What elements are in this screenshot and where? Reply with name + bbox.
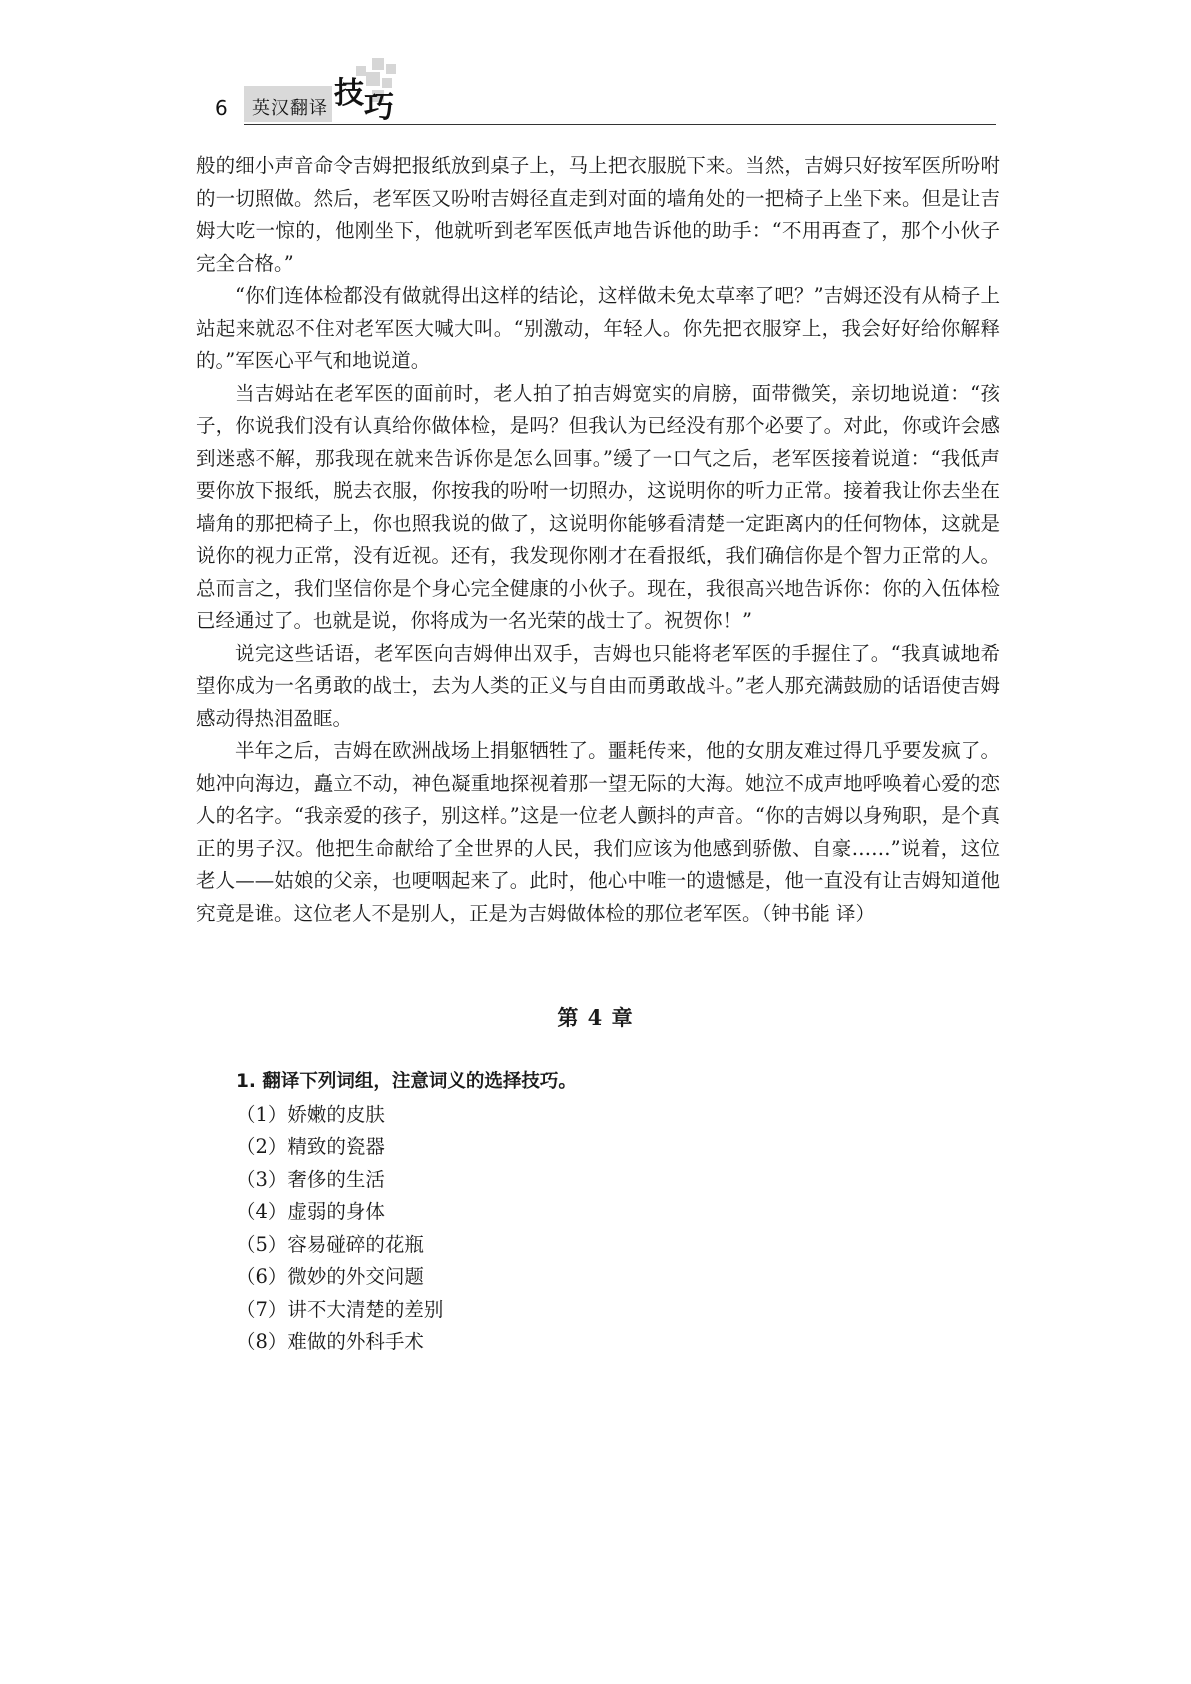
header-decoration-square [386,64,396,74]
header-decoration-square [356,66,366,76]
exercise-item: （1）娇嫩的皮肤 [236,1102,385,1126]
exercise-item: （3）奢侈的生活 [236,1167,385,1191]
paragraph: 半年之后，吉姆在欧洲战场上捐躯牺牲了。噩耗传来，他的女朋友难过得几乎要发疯了。她冲向海边，矗立不动，神色凝重地探视着那一望无际的大海。她泣不成声地呼唤着心爱的恋人的名字。“我亲爱的孩子，别这样。”这是一位老人颤抖的声音。“你的吉姆以身殉职，是个真正的男子汉。他把生命献给了全世界的人民，我们应该为他感到骄傲、自豪……”说着，这位老人——姑娘的父亲，也哽咽起来了。此时，他心中唯一的遗憾是，他一直没有让吉姆知道他究竟是谁。这位老人不是别人，正是为吉姆做体检的那位老军医。（钟书能 译） [196,739,1000,925]
paragraph-continued: 般的细小声音命令吉姆把报纸放到桌子上，马上把衣服脱下来。当然，吉姆只好按军医所吩咐的一切照做。然后，老军医又吩咐吉姆径直走到对面的墙角处的一把椅子上坐下来。但是让吉姆大吃一惊的，他刚坐下，他就听到老军医低声地告诉他的助手：“不用再查了，那个小伙子完全合格。” [196,154,1000,275]
book-title-char-2: 巧 [364,90,394,125]
paragraph: “你们连体检都没有做就得出这样的结论，这样做未免太草率了吧？”吉姆还没有从椅子上站起来就忍不住对老军医大喊大叫。“别激动，年轻人。你先把衣服穿上，我会好好给你解释的。”军医心平气和地说道。 [196,284,1000,372]
paragraph: 当吉姆站在老军医的面前时，老人拍了拍吉姆宽实的肩膀，面带微笑，亲切地说道：“孩子，你说我们没有认真给你做体检，是吗？但我认为已经没有那个必要了。对此，你或许会感到迷惑不解，那我现在就来告诉你是怎么回事。”缓了一口气之后，老军医接着说道：“我低声要你放下报纸，脱去衣服，你按我的吩咐一切照办，这说明你的听力正常。接着我让你去坐在墙角的那把椅子上，你也照我说的做了，这说明你能够看清楚一定距离内的任何物体，这就是说你的视力正常，没有近视。还有，我发现你刚才在看报纸，我们确信你是个智力正常的人。总而言之，我们坚信你是个身心完全健康的小伙子。现在，我很高兴地告诉你：你的入伍体检已经通过了。也就是说，你将成为一名光荣的战士了。祝贺你！” [196,381,1000,632]
chapter-title: 第 4 章 [557,1005,634,1030]
page-header [196,56,996,126]
exercise-item: （7）讲不大清楚的差别 [236,1297,444,1321]
exercise-item: （5）容易碰碎的花瓶 [236,1232,424,1256]
body-text [196,150,1000,930]
exercise-list [236,1099,996,1359]
header-decoration-square [372,58,384,70]
exercise-item: （8）难做的外科手术 [236,1330,424,1353]
exercise-item: （4）虚弱的身体 [236,1200,385,1223]
exercise-section [236,1066,996,1359]
paragraph: 说完这些话语，老军医向吉姆伸出双手，吉姆也只能将老军医的手握住了。“我真诚地希望你成为一名勇敢的战士，去为人类的正义与自由而勇敢战斗。”老人那充满鼓励的话语使吉姆感动得热泪盈眶。 [196,641,1000,730]
book-title-small: 英汉翻译 [252,98,328,119]
page-number: 6 [215,96,228,120]
book-title-big [334,76,394,125]
header-rule [244,124,996,125]
exercise-item: （6）微妙的外交问题 [236,1265,424,1288]
exercise-item: （2）精致的瓷器 [236,1135,385,1158]
exercise-heading: 1. 翻译下列词组，注意词义的选择技巧。 [236,1071,577,1092]
book-title-char-1: 技 [334,76,364,111]
